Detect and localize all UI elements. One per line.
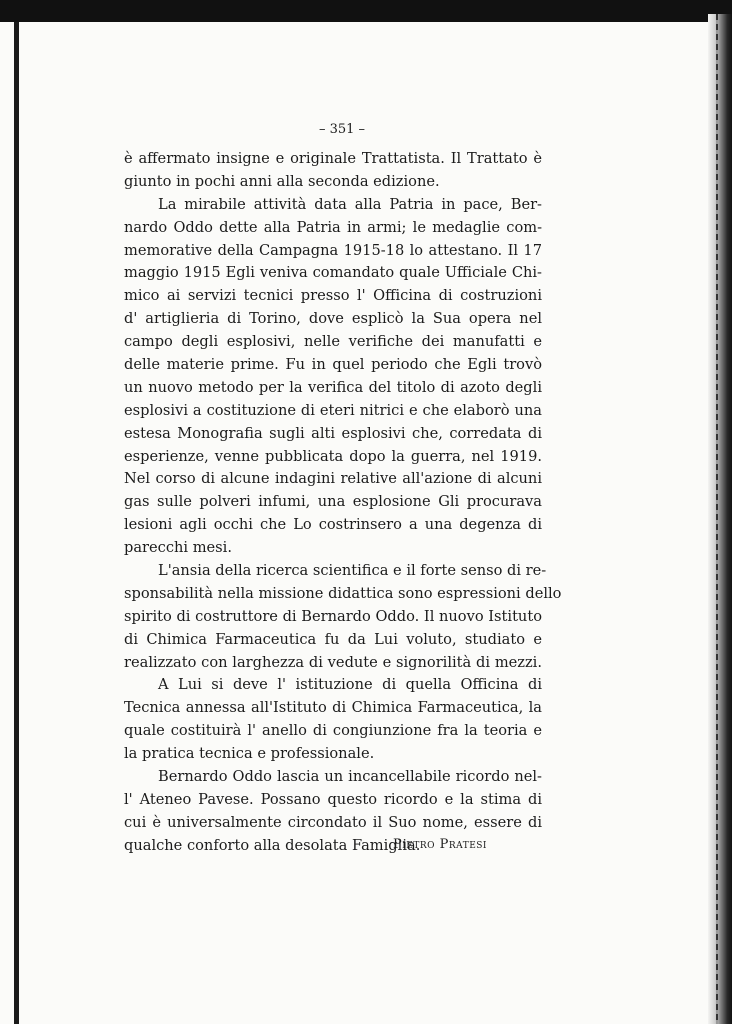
text-line: campo degli esplosivi, nelle verifiche dei manufatti e — [124, 333, 542, 351]
text-line: giunto in pochi anni alla seconda edizione. — [124, 172, 440, 190]
text-line: L'ansia della ricerca scientifica e il forte senso di re- — [158, 562, 547, 580]
page-number: – 351 – — [318, 122, 366, 137]
text-line: lesioni agli occhi che Lo costrinsero a una degenza di — [124, 516, 542, 534]
text-line: nardo Oddo dette alla Patria in armi; le medaglie com- — [124, 218, 542, 236]
text-line: memorative della Campagna 1915-18 lo attestano. Il 17 — [124, 241, 542, 259]
text-line: realizzato con larghezza di vedute e signorilità di mezzi. — [124, 653, 542, 671]
text-line: parecchi mesi. — [124, 539, 232, 557]
text-line: spirito di costruttore di Bernardo Oddo. Il nuovo Istituto — [124, 607, 542, 625]
text-line: è affermato insigne e originale Trattatista. Il Trattato è — [124, 150, 542, 167]
scan-left-border — [14, 22, 19, 1024]
text-line: sponsabilità nella missione didattica sono espressioni dello — [124, 584, 562, 602]
text-line: estesa Monografia sugli alti esplosivi che, corredata di — [124, 424, 542, 442]
text-line: maggio 1915 Egli veniva comandato quale Ufficiale Chi- — [124, 264, 542, 282]
text-line: mico ai servizi tecnici presso l' Officina di costruzioni — [124, 287, 542, 305]
text-line: di Chimica Farmaceutica fu da Lui voluto, studiato e — [124, 630, 542, 648]
author-signature: Pietro Pratesi — [393, 837, 487, 852]
text-line: Tecnica annessa all'Istituto di Chimica Farmaceutica, la — [124, 699, 542, 717]
text-line: d' artiglieria di Torino, dove esplicò la Sua opera nel — [124, 310, 542, 328]
text-line: Bernardo Oddo lascia un incancellabile ricordo nel- — [158, 768, 542, 786]
book-binding-stitch — [716, 14, 718, 1024]
text-line: cui è universalmente circondato il Suo nome, essere di — [124, 813, 542, 831]
book-binding-edge — [708, 14, 732, 1024]
text-line: esperienze, venne pubblicata dopo la guerra, nel 1919. — [124, 447, 542, 465]
text-line: La mirabile attività data alla Patria in pace, Ber- — [158, 195, 542, 213]
body-text — [124, 118, 562, 858]
text-line: l' Ateneo Pavese. Possano questo ricordo e la stima di — [124, 790, 542, 808]
text-line: gas sulle polveri infumi, una esplosione Gli procurava — [124, 493, 542, 511]
text-line: esplosivi a costituzione di eteri nitrici e che elaborò una — [124, 401, 542, 419]
text-line: qualche conforto alla desolata Famiglia. — [124, 836, 421, 854]
text-line: A Lui si deve l' istituzione di quella Officina di — [158, 676, 542, 694]
scan-top-border — [0, 0, 732, 22]
text-line: Nel corso di alcune indagini relative all'azione di alcuni — [124, 470, 542, 488]
text-line: quale costituirà l' anello di congiunzione fra la teoria e — [124, 722, 542, 740]
text-line: delle materie prime. Fu in quel periodo che Egli trovò — [124, 356, 542, 374]
text-line: la pratica tecnica e professionale. — [124, 745, 375, 763]
text-line: un nuovo metodo per la verifica del titolo di azoto degli — [124, 378, 542, 396]
